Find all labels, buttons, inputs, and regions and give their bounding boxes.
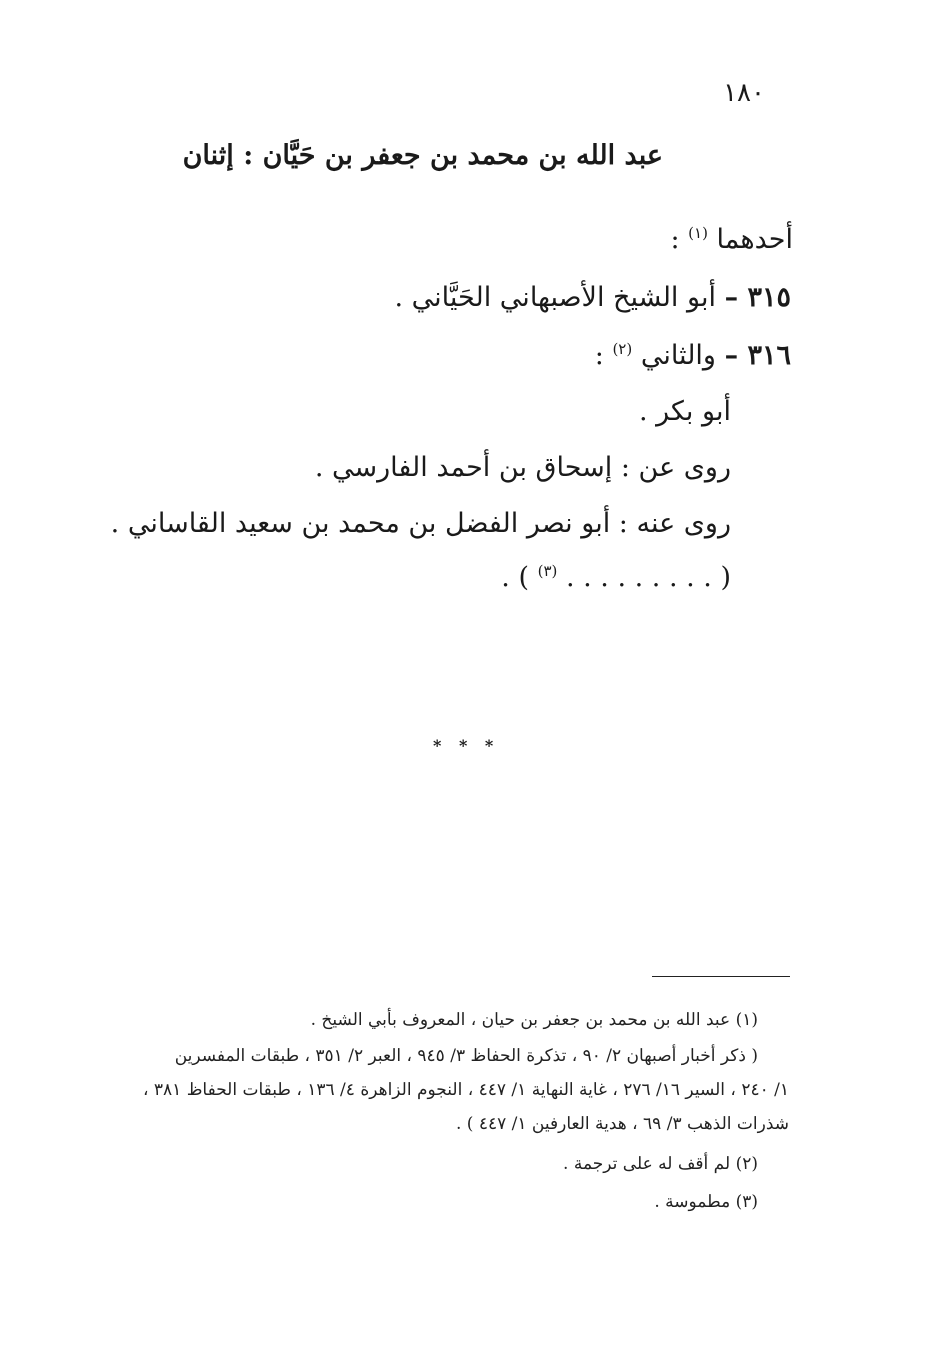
footnote-ref-3: (٣) <box>537 562 558 580</box>
page-number: ١٨٠ <box>723 78 765 108</box>
entry-316-number: ٣١٦ – <box>724 340 791 371</box>
kunya-line: أبو بكر . <box>638 396 731 427</box>
entry-316 <box>595 340 791 371</box>
footnote-1-line-1: (١) عبد الله بن محمد بن جعفر بن حيان ، المعروف بأبي الشيخ . <box>310 1010 758 1030</box>
footnote-1-line-2: ( ذكر أخبار أصبهان ٢/ ٩٠ ، تذكرة الحفاظ ٣/ ٩٤٥ ، العبر ٢/ ٣٥١ ، طبقات المفسرين <box>174 1046 758 1066</box>
entry-316-colon: : <box>594 340 604 371</box>
footnote-1-line-3: ١/ ٢٤٠ ، السير ١٦/ ٢٧٦ ، غاية النهاية ١/ ٤٤٧ ، النجوم الزاهرة ٤/ ١٣٦ ، طبقات الحفاظ ٣٨١ ، <box>143 1080 789 1100</box>
chapter-title: عبد الله بن محمد بن جعفر بن حَيَّان : إثنان <box>182 140 663 171</box>
entry-315 <box>395 282 792 313</box>
effaced-text-line <box>501 562 731 593</box>
narrated-from-line: روى عن : إسحاق بن أحمد الفارسي . <box>314 452 731 483</box>
first-label: أحدهما <box>716 224 793 255</box>
entry-315-number: ٣١٥ – <box>724 282 791 313</box>
footnote-ref-1: (١) <box>688 224 708 242</box>
footnote-ref-2: (٢) <box>612 340 633 358</box>
footnote-3: (٣) مطموسة . <box>654 1192 758 1212</box>
narrated-by-line: روى عنه : أبو نصر الفضل بن محمد بن سعيد القاساني . <box>110 508 731 539</box>
effaced-close: ) . <box>501 562 529 593</box>
section-separator: * * * <box>433 736 500 755</box>
footnote-divider <box>652 976 790 977</box>
effaced-open: ( . . . . . . . . . <box>565 562 731 593</box>
entry-315-text: أبو الشيخ الأصبهاني الحَيَّاني . <box>394 282 716 313</box>
first-colon: : <box>670 224 680 255</box>
footnote-2: (٢) لم أقف له على ترجمة . <box>563 1154 758 1174</box>
footnote-1-line-4: شذرات الذهب ٣/ ٦٩ ، هدية العارفين ١/ ٤٤٧ ) . <box>455 1114 789 1134</box>
entry-316-text: والثاني <box>640 340 716 371</box>
first-of-two-line <box>670 224 793 255</box>
